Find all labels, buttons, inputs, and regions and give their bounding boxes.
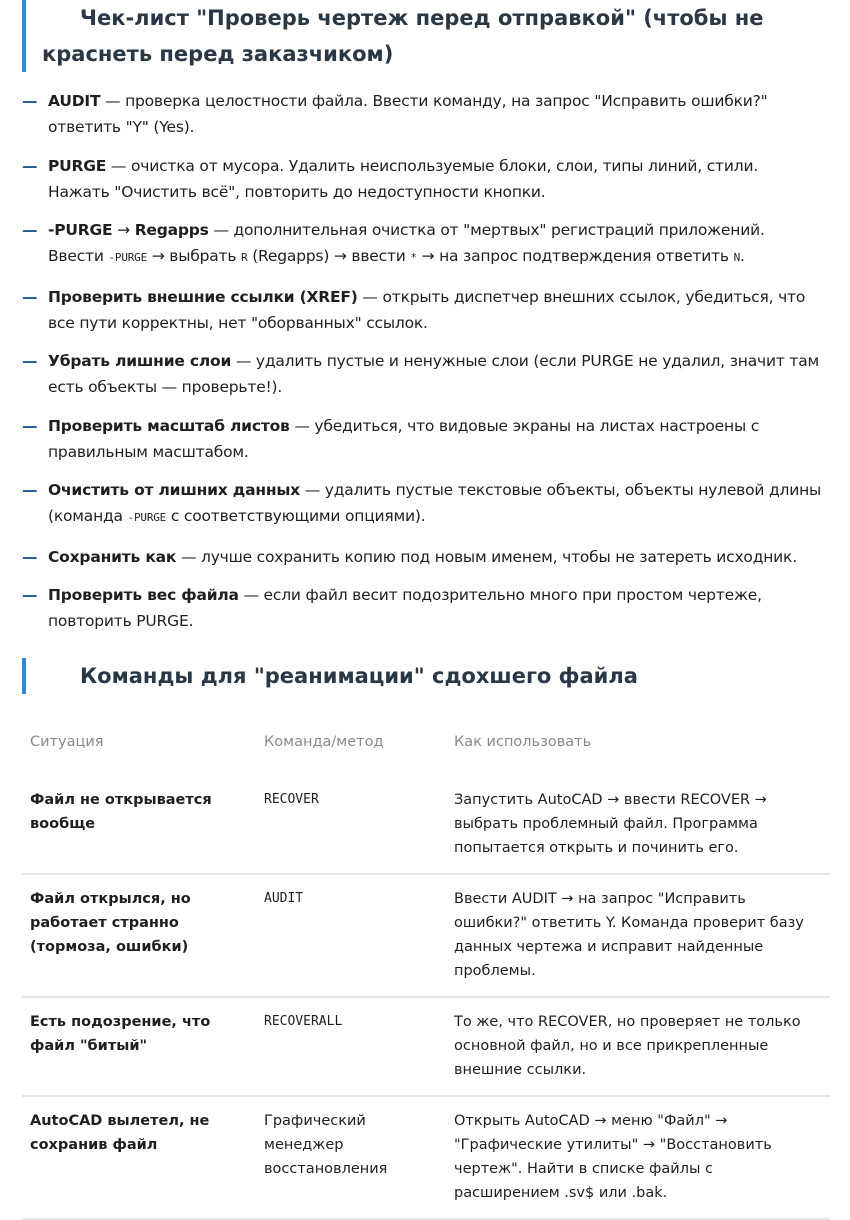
item-text: — дополнительная очистка от "мертвых" регистраций приложений. Ввести bbox=[48, 221, 765, 265]
dash-bullet-icon: — bbox=[22, 547, 38, 566]
item-text: с соответствующими опциями). bbox=[166, 507, 426, 525]
cell-command: RECOVERALL bbox=[256, 997, 446, 1096]
cell-situation: Есть подозрение, что файл "битый" bbox=[22, 997, 256, 1096]
checklist-title-line: Чек-лист "Проверь чертеж перед отправкой" (чтобы не bbox=[80, 6, 764, 30]
item-text: — если файл весит подозрительно много при простом чертеже, повторить PURGE. bbox=[48, 586, 762, 630]
item-term: Очистить от лишних данных bbox=[48, 481, 300, 499]
checklist-item bbox=[22, 217, 822, 271]
cell-usage: Запустить AutoCAD → ввести RECOVER → выбрать проблемный файл. Программа попытается открыть и починить его. bbox=[446, 776, 830, 874]
cell-command: Графический менеджер восстановления bbox=[256, 1096, 446, 1219]
item-text: — лучше сохранить копию под новым именем, чтобы не затереть исходник. bbox=[176, 547, 797, 566]
item-text: → на запрос подтверждения ответить bbox=[416, 247, 734, 265]
item-text: — открыть диспетчер внешних ссылок, убедиться, что все пути корректны, нет "оборванных" ссылок. bbox=[48, 287, 806, 332]
item-term: -PURGE bbox=[48, 221, 113, 239]
checklist-title bbox=[22, 0, 822, 72]
item-term: Сохранить как bbox=[48, 547, 177, 566]
dash-bullet-icon: — bbox=[22, 221, 38, 239]
item-term: Regapps bbox=[134, 221, 209, 239]
dash-bullet-icon: — bbox=[22, 156, 38, 175]
checklist-item bbox=[22, 544, 822, 570]
dash-bullet-icon: — bbox=[22, 481, 38, 499]
checklist-item bbox=[22, 413, 822, 465]
cell-usage: Открыть AutoCAD → меню "Файл" → "Графические утилиты" → "Восстановить чертеж". Найти в списке файлы с расширением .sv$ или .bak. bbox=[446, 1096, 830, 1219]
item-code: N bbox=[733, 251, 741, 264]
dash-bullet-icon: — bbox=[22, 287, 38, 306]
item-text: — удалить пустые и ненужные слои (если PURGE не удалил, значит там есть объекты — проверьте!). bbox=[48, 352, 820, 396]
item-code: -PURGE bbox=[127, 511, 167, 524]
checklist-item bbox=[22, 153, 822, 205]
dash-bullet-icon: — bbox=[22, 352, 38, 370]
checklist bbox=[22, 88, 822, 647]
item-term: Убрать лишние слои bbox=[48, 352, 232, 370]
cell-situation: AutoCAD вылетел, не сохранив файл bbox=[22, 1096, 256, 1219]
commands-title: Команды для "реанимации" сдохшего файла bbox=[22, 658, 638, 694]
item-term: Проверить масштаб листов bbox=[48, 416, 290, 435]
item-text: — удалить пустые текстовые объекты, объекты нулевой длины (команда bbox=[48, 481, 822, 525]
item-term: PURGE bbox=[48, 156, 107, 175]
item-text: — проверка целостности файла. Ввести команду, на запрос "Исправить ошибки?" ответить "Y" (Yes). bbox=[48, 92, 768, 136]
table-row bbox=[22, 997, 830, 1096]
item-text: . bbox=[740, 247, 745, 265]
item-code: * bbox=[410, 251, 417, 264]
item-code: R bbox=[241, 251, 248, 264]
cell-situation: Файл не открывается вообще bbox=[22, 776, 256, 874]
column-header: Как использовать bbox=[454, 734, 592, 750]
checklist-item bbox=[22, 477, 822, 531]
cell-situation: Файл открылся, но работает странно (тормоза, ошибки) bbox=[22, 874, 256, 997]
cell-usage: Ввести AUDIT → на запрос "Исправить ошибки?" ответить Y. Команда проверит базу данных чертежа и исправит найденные проблемы. bbox=[446, 874, 830, 997]
table-row bbox=[22, 1096, 830, 1219]
item-code: -PURGE bbox=[108, 251, 148, 264]
column-header: Ситуация bbox=[30, 734, 104, 750]
dash-bullet-icon: — bbox=[22, 586, 38, 604]
table-header-row bbox=[22, 722, 830, 776]
item-term: AUDIT bbox=[48, 92, 101, 110]
item-text: (Regapps) → ввести bbox=[247, 247, 411, 265]
item-text: → bbox=[112, 221, 135, 239]
checklist-item bbox=[22, 348, 822, 400]
dash-bullet-icon: — bbox=[22, 416, 38, 435]
item-term: Проверить вес файла bbox=[48, 586, 239, 604]
checklist-item bbox=[22, 284, 822, 336]
item-term: Проверить внешние ссылки (XREF) bbox=[48, 287, 358, 306]
dash-bullet-icon: — bbox=[22, 92, 38, 110]
checklist-item bbox=[22, 582, 822, 634]
item-text: — очистка от мусора. Удалить неиспользуемые блоки, слои, типы линий, стили. Нажать "Очистить всё", повторить до недоступности кнопки. bbox=[48, 156, 759, 201]
cell-command: AUDIT bbox=[256, 874, 446, 997]
table-row bbox=[22, 776, 830, 874]
item-text: — убедиться, что видовые экраны на листах настроены с правильным масштабом. bbox=[48, 416, 760, 461]
checklist-item bbox=[22, 88, 822, 140]
cell-command: RECOVER bbox=[256, 776, 446, 874]
item-text: → выбрать bbox=[147, 247, 242, 265]
column-header: Команда/метод bbox=[264, 734, 384, 750]
table-row bbox=[22, 874, 830, 997]
checklist-title-line: краснеть перед заказчиком) bbox=[42, 42, 394, 66]
commands-table bbox=[22, 722, 830, 1220]
cell-usage: То же, что RECOVER, но проверяет не только основной файл, но и все прикрепленные внешние ссылки. bbox=[446, 997, 830, 1096]
